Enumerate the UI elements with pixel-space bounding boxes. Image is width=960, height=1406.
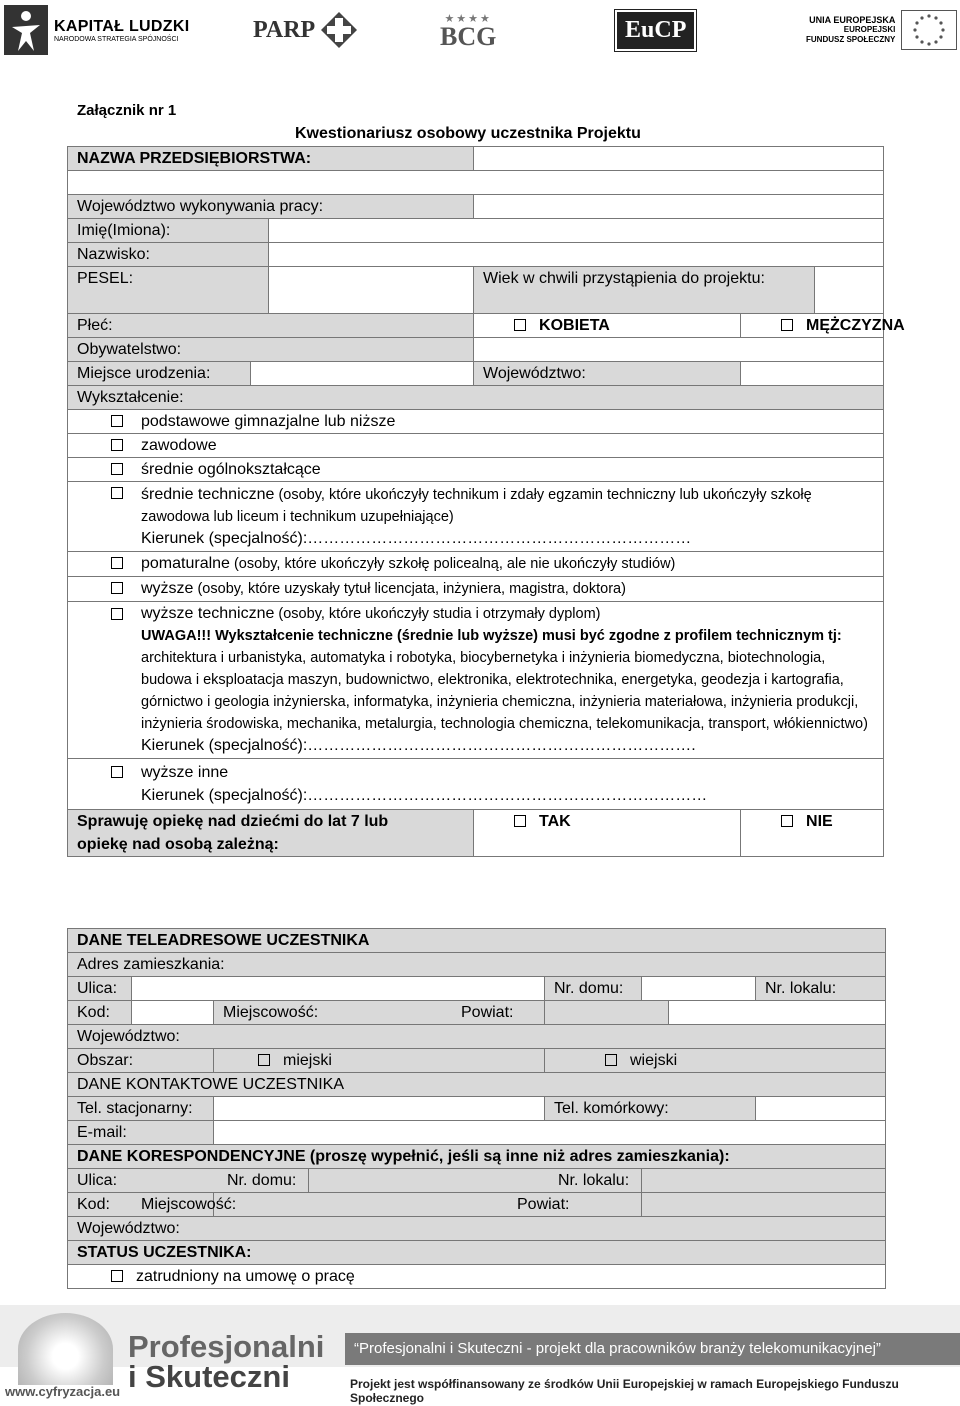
contact-header: DANE KONTAKTOWE UCZESTNIKA xyxy=(68,1073,886,1097)
corr-town-label: Miejscowość: xyxy=(141,1196,237,1213)
code-label: Kod: xyxy=(68,1001,132,1025)
education-label: Wykształcenie: xyxy=(68,386,884,410)
company-field[interactable] xyxy=(474,147,884,171)
brand-line-2: i Skuteczni xyxy=(128,1359,290,1394)
corr-street-label: Ulica: xyxy=(68,1169,309,1193)
street-label: Ulica: xyxy=(68,977,132,1001)
contact-data-table xyxy=(67,928,886,1289)
eu-line-1: UNIA EUROPEJSKA xyxy=(809,15,896,25)
surname-label: Nazwisko: xyxy=(68,243,269,267)
eu-logo xyxy=(806,6,957,54)
edu-tech-checkbox[interactable] xyxy=(111,487,123,499)
edu-option-primary[interactable] xyxy=(68,410,884,434)
status-header: STATUS UCZESTNIKA: xyxy=(68,1241,886,1265)
logo-bar xyxy=(0,0,960,60)
annex-label: Załącznik nr 1 xyxy=(77,102,177,119)
kapital-ludzki-logo xyxy=(4,6,189,54)
address-label: Adres zamieszkania: xyxy=(68,953,886,977)
bcg-logo xyxy=(440,6,496,54)
edu-highertech-specialty: Kierunek (specjalność):………………………………………………………………. xyxy=(141,737,696,754)
document-title: Kwestionariusz osobowy uczestnika Projektu xyxy=(295,125,641,142)
care-yes-checkbox[interactable] xyxy=(514,815,526,827)
edu-highertech-label: wyższe techniczne xyxy=(141,605,275,622)
warning-bold: UWAGA!!! Wykształcenie techniczne (średnie lub wyższe) musi być zgodne z profilem technicznym tj: xyxy=(141,628,842,644)
employed-option[interactable] xyxy=(68,1265,886,1289)
county-label-cell xyxy=(461,1001,669,1025)
kapital-ludzki-subtitle: NARODOWA STRATEGIA SPÓJNOŚCI xyxy=(54,35,179,43)
pesel-label: PESEL: xyxy=(68,267,269,314)
male-checkbox[interactable] xyxy=(781,319,793,331)
care-yes-label: TAK xyxy=(539,813,571,830)
urban-checkbox[interactable] xyxy=(258,1054,270,1066)
edu-option-other[interactable] xyxy=(68,759,884,810)
urban-label: miejski xyxy=(283,1052,332,1069)
company-label: NAZWA PRZEDSIĘBIORSTWA: xyxy=(68,147,474,171)
brand-line-1: Profesjonalni xyxy=(128,1329,325,1364)
edu-highertech-note: (osoby, które ukończyły studia i otrzymały dyplom) xyxy=(274,606,601,622)
edu-postsec-label: pomaturalne xyxy=(141,555,230,572)
corr-flat-label: Nr. lokalu: xyxy=(558,1172,630,1189)
bcg-stars-icon: ★★★★ xyxy=(444,12,492,25)
edu-primary-label: podstawowe gimnazjalne lub niższe xyxy=(141,413,396,430)
company-field-2[interactable] xyxy=(68,171,884,195)
citizenship-label: Obywatelstwo: xyxy=(68,338,474,362)
edu-higher-checkbox[interactable] xyxy=(111,582,123,594)
phone-field[interactable] xyxy=(214,1097,545,1121)
edu-general-label: średnie ogólnokształcące xyxy=(141,461,321,478)
corr-voiv-label: Województwo: xyxy=(68,1217,886,1241)
edu-highertech-checkbox[interactable] xyxy=(111,608,123,620)
edu-option-vocational[interactable] xyxy=(68,434,884,458)
citizenship-field[interactable] xyxy=(474,338,884,362)
house-label: Nr. domu: xyxy=(545,977,642,1001)
edu-general-checkbox[interactable] xyxy=(111,463,123,475)
edu-other-checkbox[interactable] xyxy=(111,766,123,778)
care-yes-option[interactable] xyxy=(474,810,741,857)
footer-cofund: Projekt jest współfinansowany ze środków Unii Europejskiej w ramach Europejskiego Funduszu Społecznego xyxy=(350,1377,899,1405)
footer-slogan: “Profesjonalni i Skuteczni - projekt dla pracowników branży telekomunikacyjnej” xyxy=(354,1340,881,1357)
work-region-field[interactable] xyxy=(474,195,884,219)
phone-label: Tel. stacjonarny: xyxy=(68,1097,214,1121)
sex-label: Płeć: xyxy=(68,314,474,338)
mobile-field[interactable] xyxy=(756,1097,886,1121)
rural-option[interactable] xyxy=(545,1049,886,1073)
corr-county-cell xyxy=(517,1193,886,1217)
kapital-ludzki-figure-icon xyxy=(4,5,48,55)
personal-data-table xyxy=(67,146,905,857)
edu-tech-specialty: Kierunek (specjalność):……………………………………………………………… xyxy=(141,530,692,547)
rural-label: wiejski xyxy=(630,1052,678,1069)
care-no-option[interactable] xyxy=(741,810,884,857)
email-label: E-mail: xyxy=(68,1121,214,1145)
mobile-label: Tel. komórkowy: xyxy=(545,1097,756,1121)
house-field[interactable] xyxy=(642,977,756,1001)
corr-code-label: Kod: xyxy=(68,1193,214,1217)
edu-other-specialty: Kierunek (specjalność):………………………………………………………………… xyxy=(141,787,708,804)
edu-vocational-label: zawodowe xyxy=(141,437,217,454)
footer-url[interactable]: www.cyfryzacja.eu xyxy=(5,1384,121,1399)
voivodeship-field[interactable] xyxy=(741,362,884,386)
female-checkbox[interactable] xyxy=(514,319,526,331)
parp-logo xyxy=(253,6,359,54)
surname-field[interactable] xyxy=(269,243,884,267)
bcg-text: BCG xyxy=(440,21,497,51)
voiv-label: Województwo: xyxy=(68,1025,886,1049)
county-field[interactable] xyxy=(669,1001,886,1025)
area-label: Obszar: xyxy=(68,1049,214,1073)
contact-section-header: DANE TELEADRESOWE UCZESTNIKA xyxy=(68,929,886,953)
street-field[interactable] xyxy=(132,977,545,1001)
employed-label: zatrudniony na umowę o pracę xyxy=(136,1268,355,1285)
edu-vocational-checkbox[interactable] xyxy=(111,439,123,451)
edu-option-postsec[interactable] xyxy=(68,552,884,577)
urban-option[interactable] xyxy=(214,1049,545,1073)
rural-checkbox[interactable] xyxy=(605,1054,617,1066)
footer xyxy=(0,1305,960,1406)
male-option[interactable] xyxy=(741,314,905,338)
eucp-logo xyxy=(617,6,694,54)
edu-other-label: wyższe inne xyxy=(141,764,229,781)
county-label: Powiat: xyxy=(461,1004,514,1021)
eucp-text: EuCP xyxy=(617,12,694,49)
birthplace-label: Miejsce urodzenia: xyxy=(68,362,251,386)
care-label: Sprawuję opiekę nad dziećmi do lat 7 lub opiekę nad osobą zależną: xyxy=(68,810,474,857)
care-no-checkbox[interactable] xyxy=(781,815,793,827)
globe-icon xyxy=(18,1313,113,1385)
age-label: Wiek w chwili przystąpienia do projektu: xyxy=(474,267,815,314)
employed-checkbox[interactable] xyxy=(111,1270,123,1282)
parp-text: PARP xyxy=(253,16,316,43)
edu-option-general[interactable] xyxy=(68,458,884,482)
edu-postsec-checkbox[interactable] xyxy=(111,557,123,569)
female-label: KOBIETA xyxy=(539,317,610,334)
corr-house-label: Nr. domu: xyxy=(227,1172,297,1189)
pesel-field[interactable] xyxy=(269,267,474,314)
care-no-label: NIE xyxy=(806,813,833,830)
edu-higher-label: wyższe xyxy=(141,580,194,597)
flat-label: Nr. lokalu: xyxy=(756,977,886,1001)
email-field[interactable] xyxy=(214,1121,886,1145)
code-field[interactable] xyxy=(132,1001,214,1025)
first-name-label: Imię(Imiona): xyxy=(68,219,269,243)
edu-higher-note: (osoby, które uzyskały tytuł licencjata, inżyniera, magistra, doktora) xyxy=(193,581,626,597)
kapital-ludzki-title: KAPITAŁ LUDZKI xyxy=(54,17,190,35)
edu-tech-note: (osoby, które ukończyły technikum i zdały egzamin techniczny lub ukończyły szkołę zawodowa lub liceum i technikum uzupełniające) xyxy=(141,487,812,525)
birthplace-field[interactable] xyxy=(251,362,474,386)
voivodeship-label: Województwo: xyxy=(474,362,741,386)
edu-option-higher[interactable] xyxy=(68,577,884,602)
corr-flat-cell xyxy=(558,1169,886,1193)
edu-option-tech[interactable] xyxy=(68,482,884,552)
corr-town-cell xyxy=(141,1193,642,1217)
town-label: Miejscowość: xyxy=(214,1001,545,1025)
male-label: MĘŻCZYZNA xyxy=(806,317,905,334)
warning-text: architektura i urbanistyka, automatyka i robotyka, biocybernetyka i inżynieria biomedyczna, biotechnologia, budowa i eksploatacja maszyn, budownictwo, elektronika, elektrotechnika, energetyka, geodezja i kartografia, górnictwo i geologia inżynierska, informatyka, inżynieria chemiczna, inżynieria materiałowa, inżynieria produkcji, inżynieria środowiska, mechanika, metalurgia, technologia chemiczna, telekomunikacja, transport, włókiennictwo) xyxy=(141,650,868,732)
parp-diamond-icon xyxy=(319,10,359,50)
age-field[interactable] xyxy=(815,267,884,314)
eu-line-3: FUNDUSZ SPOŁECZNY xyxy=(806,35,896,44)
eu-line-2: EUROPEJSKI xyxy=(843,25,896,34)
corr-county-label: Powiat: xyxy=(517,1196,570,1213)
edu-option-highertech[interactable] xyxy=(68,602,884,759)
first-name-field[interactable] xyxy=(269,219,884,243)
edu-tech-label: średnie techniczne xyxy=(141,486,275,503)
edu-postsec-note: (osoby, które ukończyły szkołę policealną, ale nie ukończyły studiów) xyxy=(229,556,676,572)
edu-primary-checkbox[interactable] xyxy=(111,415,123,427)
eu-flag-icon xyxy=(901,10,957,50)
female-option[interactable] xyxy=(474,314,741,338)
correspondence-header: DANE KORESPONDENCYJNE (proszę wypełnić, jeśli są inne niż adres zamieszkania): xyxy=(68,1145,886,1169)
work-region-label: Województwo wykonywania pracy: xyxy=(68,195,474,219)
